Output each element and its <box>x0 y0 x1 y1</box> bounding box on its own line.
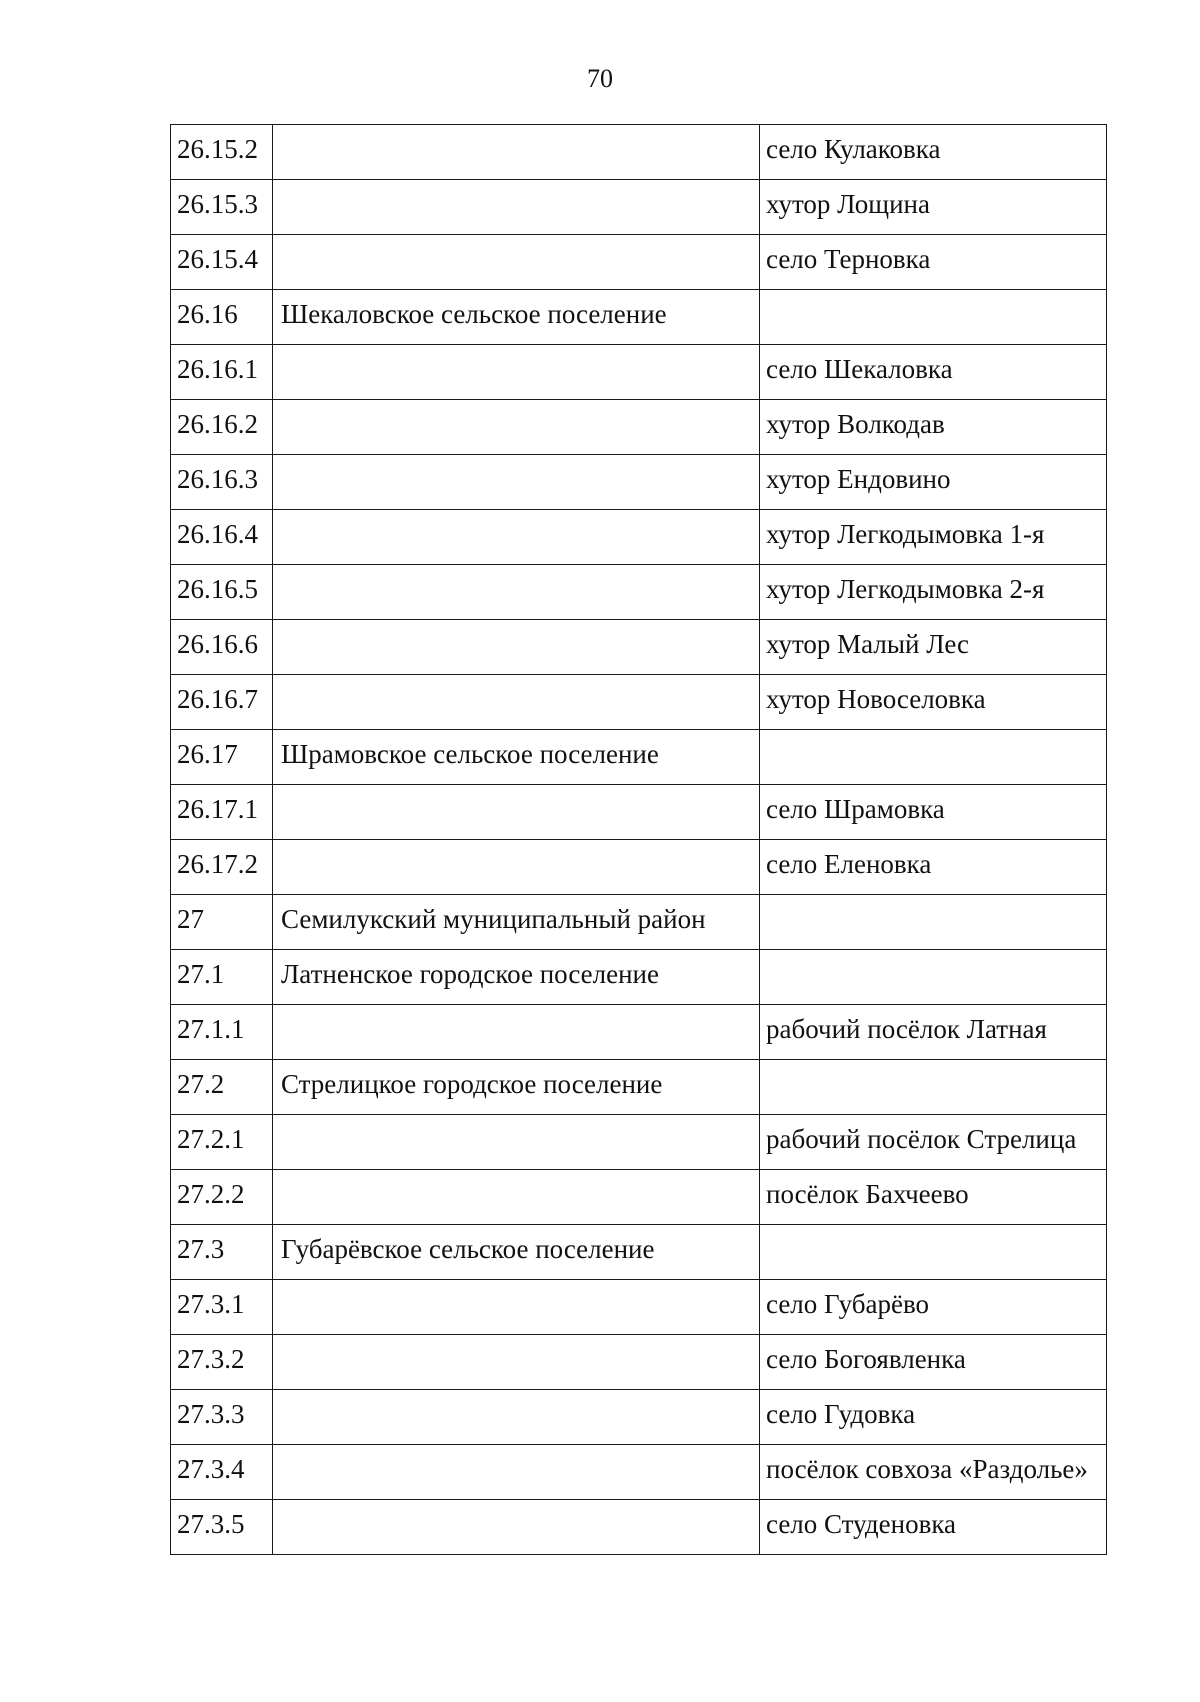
table-row <box>171 345 1107 400</box>
table-row <box>171 895 1107 950</box>
row-code: 27.3 <box>171 1225 273 1280</box>
row-code: 27.3.3 <box>171 1390 273 1445</box>
row-code: 26.16.7 <box>171 675 273 730</box>
row-municipality: Стрелицкое городское поселение <box>273 1060 760 1115</box>
row-code: 26.16.5 <box>171 565 273 620</box>
row-municipality <box>273 400 760 455</box>
row-settlement <box>760 730 1107 785</box>
row-code: 26.17.2 <box>171 840 273 895</box>
row-municipality <box>273 455 760 510</box>
row-code: 27.2.2 <box>171 1170 273 1225</box>
table-row <box>171 730 1107 785</box>
row-municipality <box>273 620 760 675</box>
table-row <box>171 1170 1107 1225</box>
row-municipality <box>273 1170 760 1225</box>
row-municipality <box>273 840 760 895</box>
row-code: 26.15.3 <box>171 180 273 235</box>
row-settlement: хутор Ендовино <box>760 455 1107 510</box>
row-settlement: хутор Волкодав <box>760 400 1107 455</box>
row-code: 27.1 <box>171 950 273 1005</box>
row-code: 27 <box>171 895 273 950</box>
table-row <box>171 840 1107 895</box>
row-municipality: Семилукский муниципальный район <box>273 895 760 950</box>
table-row <box>171 565 1107 620</box>
table-row <box>171 1500 1107 1555</box>
row-code: 26.16.3 <box>171 455 273 510</box>
row-municipality <box>273 1445 760 1500</box>
row-settlement <box>760 1225 1107 1280</box>
row-municipality <box>273 180 760 235</box>
row-settlement: хутор Легкодымовка 1-я <box>760 510 1107 565</box>
table-row <box>171 1115 1107 1170</box>
row-settlement: село Еленовка <box>760 840 1107 895</box>
row-municipality <box>273 565 760 620</box>
row-municipality <box>273 235 760 290</box>
row-settlement: село Терновка <box>760 235 1107 290</box>
table-row <box>171 620 1107 675</box>
settlements-table <box>170 124 1107 1555</box>
page-number: 70 <box>587 64 613 93</box>
row-code: 26.15.4 <box>171 235 273 290</box>
row-code: 26.16.1 <box>171 345 273 400</box>
row-municipality <box>273 785 760 840</box>
table-row <box>171 1225 1107 1280</box>
table-row <box>171 950 1107 1005</box>
table-row <box>171 675 1107 730</box>
row-settlement: село Кулаковка <box>760 125 1107 180</box>
row-code: 26.16.2 <box>171 400 273 455</box>
row-municipality <box>273 1115 760 1170</box>
row-settlement: хутор Новоселовка <box>760 675 1107 730</box>
row-code: 27.1.1 <box>171 1005 273 1060</box>
row-settlement: село Шекаловка <box>760 345 1107 400</box>
row-code: 27.3.5 <box>171 1500 273 1555</box>
table-row <box>171 1060 1107 1115</box>
table-row <box>171 455 1107 510</box>
table-row <box>171 1280 1107 1335</box>
row-municipality <box>273 1500 760 1555</box>
row-municipality <box>273 510 760 565</box>
row-code: 27.3.1 <box>171 1280 273 1335</box>
row-settlement: хутор Лощина <box>760 180 1107 235</box>
row-settlement: хутор Легкодымовка 2-я <box>760 565 1107 620</box>
table-row <box>171 1005 1107 1060</box>
row-settlement: посёлок совхоза «Раздолье» <box>760 1445 1107 1500</box>
row-code: 26.17 <box>171 730 273 785</box>
table-row <box>171 180 1107 235</box>
row-municipality: Шрамовское сельское поселение <box>273 730 760 785</box>
table-row <box>171 510 1107 565</box>
row-settlement <box>760 950 1107 1005</box>
table-row <box>171 785 1107 840</box>
row-settlement: хутор Малый Лес <box>760 620 1107 675</box>
row-settlement: рабочий посёлок Стрелица <box>760 1115 1107 1170</box>
row-municipality: Губарёвское сельское поселение <box>273 1225 760 1280</box>
table-row <box>171 400 1107 455</box>
row-settlement: село Студеновка <box>760 1500 1107 1555</box>
table-row <box>171 1390 1107 1445</box>
row-settlement: рабочий посёлок Латная <box>760 1005 1107 1060</box>
row-code: 26.16 <box>171 290 273 345</box>
row-settlement: село Шрамовка <box>760 785 1107 840</box>
row-municipality <box>273 1280 760 1335</box>
row-municipality: Латненское городское поселение <box>273 950 760 1005</box>
row-code: 27.2.1 <box>171 1115 273 1170</box>
row-municipality <box>273 1390 760 1445</box>
row-code: 26.16.6 <box>171 620 273 675</box>
table-row <box>171 235 1107 290</box>
row-settlement <box>760 895 1107 950</box>
row-settlement: посёлок Бахчеево <box>760 1170 1107 1225</box>
row-municipality <box>273 1335 760 1390</box>
row-settlement: село Гудовка <box>760 1390 1107 1445</box>
row-municipality <box>273 125 760 180</box>
row-municipality <box>273 1005 760 1060</box>
row-municipality <box>273 675 760 730</box>
table-body <box>171 125 1107 1555</box>
row-settlement: село Губарёво <box>760 1280 1107 1335</box>
row-settlement: село Богоявленка <box>760 1335 1107 1390</box>
row-municipality <box>273 345 760 400</box>
row-code: 26.17.1 <box>171 785 273 840</box>
table-row <box>171 1445 1107 1500</box>
table-row <box>171 290 1107 345</box>
row-code: 27.3.4 <box>171 1445 273 1500</box>
row-settlement <box>760 1060 1107 1115</box>
row-code: 26.15.2 <box>171 125 273 180</box>
row-code: 27.2 <box>171 1060 273 1115</box>
row-municipality: Шекаловское сельское поселение <box>273 290 760 345</box>
table-row <box>171 125 1107 180</box>
row-settlement <box>760 290 1107 345</box>
table-row <box>171 1335 1107 1390</box>
row-code: 27.3.2 <box>171 1335 273 1390</box>
row-code: 26.16.4 <box>171 510 273 565</box>
